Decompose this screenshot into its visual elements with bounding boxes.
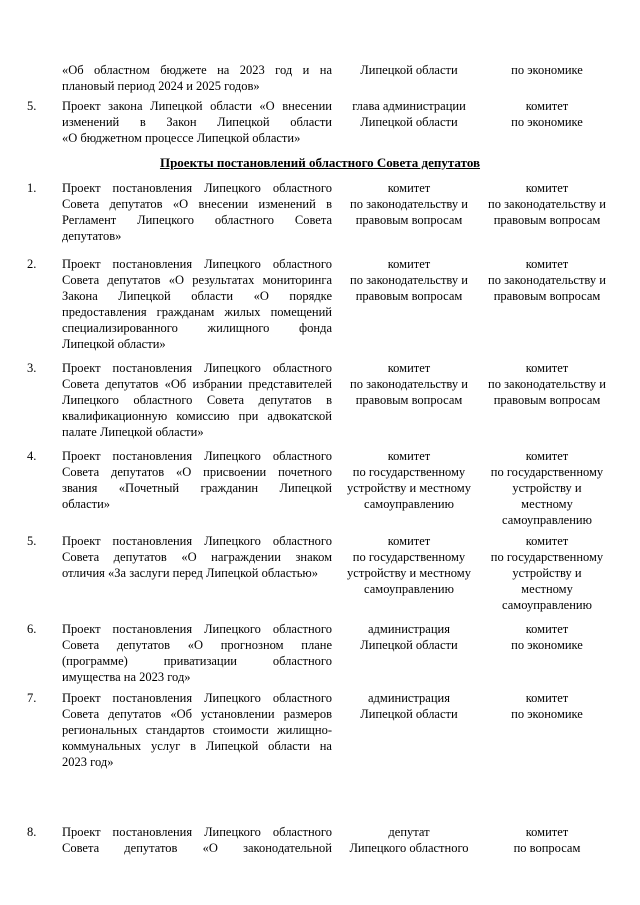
desc-line: Совета депутатов «О прогнозном плане	[62, 638, 332, 652]
col2-line: Липецкого областного	[349, 841, 469, 855]
col3-line: по государственному	[490, 550, 604, 564]
desc-line: изменений в Закон Липецкой области	[62, 115, 332, 129]
col2-line: Липецкой области	[360, 63, 458, 77]
item-number: 1.	[27, 181, 37, 195]
item-number: 5.	[27, 534, 37, 548]
item-description	[62, 256, 332, 352]
item-description	[62, 62, 332, 94]
col2-line: правовым вопросам	[355, 393, 463, 407]
committee	[482, 256, 612, 304]
col3-line: комитет	[525, 825, 569, 839]
committee	[482, 98, 612, 130]
committee	[482, 62, 612, 78]
desc-line: Проект постановления Липецкого областного	[62, 534, 332, 548]
desc-line: «Об областном бюджете на 2023 год и на	[62, 63, 332, 77]
col3-line: устройству и	[512, 481, 582, 495]
desc-line: Совета депутатов «Об избрании представителей	[62, 377, 332, 391]
col2-line: комитет	[387, 449, 431, 463]
col3-line: правовым вопросам	[493, 213, 601, 227]
desc-line: «О бюджетном процессе Липецкой области»	[62, 131, 301, 145]
item-number: 3.	[27, 361, 37, 375]
desc-line: Проект постановления Липецкого областного	[62, 691, 332, 705]
col2-line: самоуправлению	[364, 582, 454, 596]
col3-line: комитет	[525, 534, 569, 548]
col2-line: администрация	[368, 622, 450, 636]
desc-line: Закона Липецкой области «О порядке	[62, 289, 332, 303]
desc-line: Липецкой области»	[62, 337, 166, 351]
col3-line: по законодательству и	[488, 377, 606, 391]
responsible-party	[346, 621, 472, 653]
responsible-party	[346, 180, 472, 228]
desc-line: Проект постановления Липецкого областного	[62, 361, 332, 375]
desc-line: звания «Почетный гражданин Липецкой	[62, 481, 332, 495]
responsible-party	[346, 360, 472, 408]
col3-line: местному	[521, 582, 573, 596]
desc-line: Совета депутатов «О награждении знаком	[62, 550, 332, 564]
col3-line: по экономике	[511, 115, 583, 129]
committee	[482, 824, 612, 856]
col2-line: комитет	[387, 534, 431, 548]
item-description	[62, 448, 332, 512]
desc-line: палате Липецкой области»	[62, 425, 204, 439]
col2-line: по законодательству и	[350, 197, 468, 211]
col2-line: комитет	[387, 361, 431, 375]
desc-line: квалификационную комиссию при адвокатской	[62, 409, 332, 423]
col3-line: комитет	[525, 361, 569, 375]
col2-line: правовым вопросам	[355, 213, 463, 227]
col3-line: по экономике	[511, 63, 583, 77]
col3-line: комитет	[525, 691, 569, 705]
col3-line: правовым вопросам	[493, 289, 601, 303]
desc-line: Совета депутатов «О результатах мониторинга	[62, 273, 332, 287]
col3-line: по экономике	[511, 707, 583, 721]
col2-line: устройству и местному	[347, 481, 471, 495]
col2-line: депутат	[388, 825, 430, 839]
responsible-party	[346, 448, 472, 512]
col3-line: самоуправлению	[502, 598, 592, 612]
item-number: 7.	[27, 691, 37, 705]
desc-line: Липецкого областного Совета депутатов в	[62, 393, 332, 407]
responsible-party	[346, 256, 472, 304]
col2-line: Липецкой области	[360, 638, 458, 652]
responsible-party	[346, 98, 472, 130]
desc-line: депутатов»	[62, 229, 122, 243]
desc-line: Проект закона Липецкой области «О внесении	[62, 99, 332, 113]
col3-line: комитет	[525, 622, 569, 636]
committee	[482, 180, 612, 228]
desc-line: 2023 год»	[62, 755, 114, 769]
col3-line: по вопросам	[513, 841, 581, 855]
col2-line: администрация	[368, 691, 450, 705]
col2-line: по государственному	[352, 465, 466, 479]
desc-line: (программе) приватизации областного	[62, 654, 332, 668]
desc-line: Проект постановления Липецкого областного	[62, 449, 332, 463]
col2-line: правовым вопросам	[355, 289, 463, 303]
col3-line: по государственному	[490, 465, 604, 479]
desc-line: области»	[62, 497, 111, 511]
desc-line: Регламент Липецкого областного Совета	[62, 213, 332, 227]
item-description	[62, 824, 332, 856]
item-number: 5.	[27, 99, 37, 113]
responsible-party	[346, 62, 472, 78]
item-number: 4.	[27, 449, 37, 463]
desc-line: имущества на 2023 год»	[62, 670, 191, 684]
desc-line: Проект постановления Липецкого областного	[62, 181, 332, 195]
col3-line: по экономике	[511, 638, 583, 652]
item-description	[62, 533, 332, 581]
desc-line: коммунальных услуг в Липецкой области на	[62, 739, 332, 753]
desc-line: Совета депутатов «О законодательной	[62, 841, 332, 855]
desc-line: Совета депутатов «О присвоении почетного	[62, 465, 332, 479]
col2-line: Липецкой области	[360, 115, 458, 129]
section-heading: Проекты постановлений областного Совета депутатов	[159, 155, 481, 170]
item-description	[62, 180, 332, 244]
col3-line: по законодательству и	[488, 197, 606, 211]
col3-line: комитет	[525, 449, 569, 463]
item-number: 8.	[27, 825, 37, 839]
desc-line: Проект постановления Липецкого областного	[62, 825, 332, 839]
col2-line: по законодательству и	[350, 273, 468, 287]
committee	[482, 360, 612, 408]
item-number: 6.	[27, 622, 37, 636]
col2-line: устройству и местному	[347, 566, 471, 580]
desc-line: Проект постановления Липецкого областного	[62, 257, 332, 271]
col3-line: правовым вопросам	[493, 393, 601, 407]
col3-line: устройству и	[512, 566, 582, 580]
col3-line: комитет	[525, 257, 569, 271]
col2-line: по законодательству и	[350, 377, 468, 391]
item-description	[62, 98, 332, 146]
desc-line: предоставления гражданам жилых помещений	[62, 305, 332, 319]
committee	[482, 690, 612, 722]
committee	[482, 533, 612, 613]
col3-line: комитет	[525, 99, 569, 113]
col2-line: Липецкой области	[360, 707, 458, 721]
desc-line: региональных стандартов стоимости жилищно-	[62, 723, 332, 737]
responsible-party	[346, 533, 472, 597]
item-description	[62, 690, 332, 770]
desc-line: Совета депутатов «О внесении изменений в	[62, 197, 332, 211]
col2-line: самоуправлению	[364, 497, 454, 511]
col2-line: глава администрации	[352, 99, 466, 113]
item-description	[62, 621, 332, 685]
desc-line: Совета депутатов «Об установлении размеров	[62, 707, 332, 721]
col3-line: по законодательству и	[488, 273, 606, 287]
col2-line: комитет	[387, 257, 431, 271]
col3-line: комитет	[525, 181, 569, 195]
col3-line: местному	[521, 497, 573, 511]
item-description	[62, 360, 332, 440]
responsible-party	[346, 824, 472, 856]
committee	[482, 621, 612, 653]
desc-line: специализированного жилищного фонда	[62, 321, 332, 335]
desc-line: Проект постановления Липецкого областного	[62, 622, 332, 636]
col2-line: по государственному	[352, 550, 466, 564]
col3-line: самоуправлению	[502, 513, 592, 527]
desc-line: плановый период 2024 и 2025 годов»	[62, 79, 260, 93]
responsible-party	[346, 690, 472, 722]
col2-line: комитет	[387, 181, 431, 195]
item-number: 2.	[27, 257, 37, 271]
desc-line: отличия «За заслуги перед Липецкой областью»	[62, 566, 318, 580]
committee	[482, 448, 612, 528]
